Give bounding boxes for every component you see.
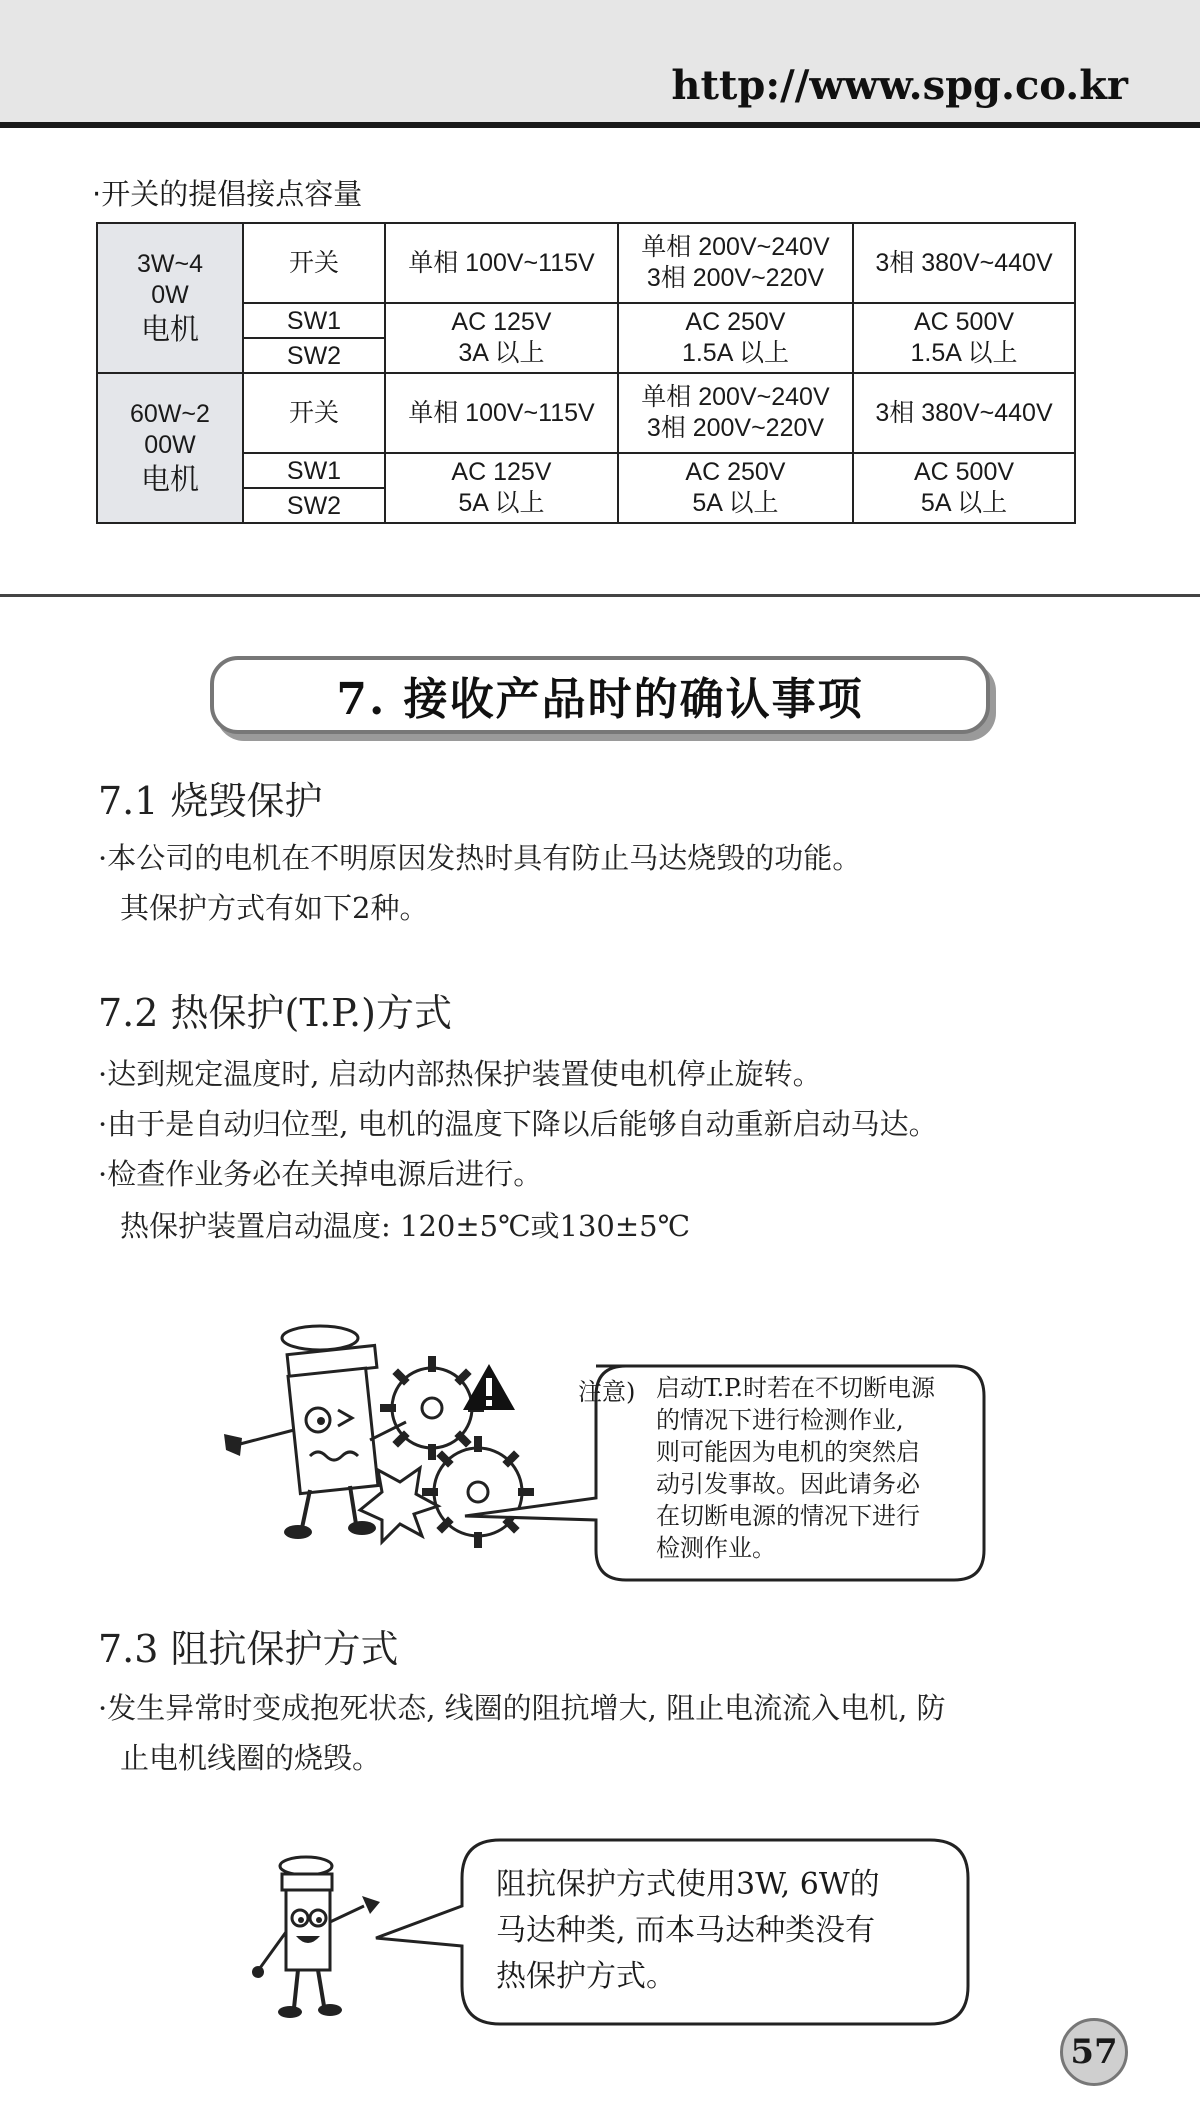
caution-line: 的情况下进行检测作业, bbox=[656, 1406, 904, 1434]
current: 5A 以上 bbox=[920, 489, 1008, 517]
caution-text bbox=[656, 1372, 976, 1564]
col-header: 单相 100V~115V bbox=[385, 223, 618, 303]
note-line: 阻抗保护方式使用3W, 6W的 bbox=[496, 1867, 880, 1902]
rating-cell bbox=[853, 303, 1075, 373]
paragraph-line: ·检查作业务必在关掉电源后进行。 bbox=[98, 1157, 543, 1191]
rating-cell bbox=[853, 453, 1075, 523]
current: 1.5A 以上 bbox=[910, 339, 1018, 367]
col-header-line: 单相 200V~240V bbox=[641, 232, 830, 261]
caution-line: 检测作业。 bbox=[656, 1534, 776, 1562]
voltage: AC 250V bbox=[685, 307, 786, 336]
motor-label: 电机 bbox=[140, 312, 199, 347]
voltage: AC 500V bbox=[913, 457, 1015, 486]
motor-power: 3W~40W bbox=[136, 249, 203, 309]
caution-line: 则可能因为电机的突然启 bbox=[656, 1438, 920, 1466]
voltage: AC 250V bbox=[685, 457, 786, 486]
contact-capacity-table bbox=[96, 222, 1076, 524]
caution-line: 启动T.P.时若在不切断电源 bbox=[656, 1374, 936, 1402]
caution-line: 动引发事故。因此请务必 bbox=[656, 1470, 920, 1498]
page-number: 57 bbox=[1060, 2018, 1128, 2086]
rating-cell bbox=[618, 303, 853, 373]
motor-label: 电机 bbox=[140, 462, 199, 497]
voltage: AC 125V bbox=[451, 457, 552, 486]
chapter-title: 7. 接收产品时的确认事项 bbox=[336, 674, 864, 725]
note-line: 热保护方式。 bbox=[496, 1959, 676, 1994]
rating-cell bbox=[385, 453, 618, 523]
switch-header: 开关 bbox=[243, 223, 385, 303]
note-bubble bbox=[460, 1836, 972, 2024]
motor-cell bbox=[97, 223, 243, 373]
note-line: 马达种类, 而本马达种类没有 bbox=[496, 1913, 876, 1948]
paragraph-line: ·由于是自动归位型, 电机的温度下降以后能够自动重新启动马达。 bbox=[98, 1107, 938, 1141]
paragraph-line: ·发生异常时变成抱死状态, 线圈的阻抗增大, 阻止电流流入电机, 防 bbox=[98, 1691, 946, 1725]
note-text bbox=[496, 1862, 946, 2000]
motor-cell bbox=[97, 373, 243, 523]
motor-power: 60W~200W bbox=[130, 399, 210, 459]
rating-cell bbox=[385, 303, 618, 373]
paragraph-line: 止电机线圈的烧毁。 bbox=[120, 1741, 382, 1775]
table-row bbox=[97, 303, 1075, 338]
table-header-row bbox=[97, 223, 1075, 303]
col-header: 3相 380V~440V bbox=[853, 223, 1075, 303]
caution-bubble bbox=[556, 1362, 984, 1580]
section-divider bbox=[0, 594, 1200, 597]
section-heading-7-2: 7.2 热保护(T.P.)方式 bbox=[98, 991, 452, 1035]
table-title: ·开关的提倡接点容量 bbox=[92, 177, 363, 211]
voltage: AC 500V bbox=[913, 307, 1015, 336]
site-url: http://www.spg.co.kr bbox=[671, 62, 1128, 109]
paragraph-line: 其保护方式有如下2种。 bbox=[120, 891, 429, 925]
current: 5A 以上 bbox=[692, 489, 779, 517]
sw-label: SW2 bbox=[243, 338, 385, 373]
current: 5A 以上 bbox=[458, 489, 545, 517]
paragraph-line: ·本公司的电机在不明原因发热时具有防止马达烧毁的功能。 bbox=[98, 841, 862, 875]
paragraph-line: 热保护装置启动温度: 120±5℃或130±5℃ bbox=[120, 1209, 691, 1243]
section-heading-7-1: 7.1 烧毁保护 bbox=[98, 779, 323, 823]
col-header-line: 3相 200V~220V bbox=[646, 264, 825, 292]
table-header-row bbox=[97, 373, 1075, 453]
col-header bbox=[618, 373, 853, 453]
voltage: AC 125V bbox=[451, 307, 552, 336]
rating-cell bbox=[618, 453, 853, 523]
col-header bbox=[618, 223, 853, 303]
section-heading-7-3: 7.3 阻抗保护方式 bbox=[98, 1627, 399, 1671]
current: 1.5A 以上 bbox=[681, 339, 789, 367]
sw-label: SW2 bbox=[243, 488, 385, 523]
caution-label: 注意) bbox=[578, 1378, 636, 1406]
caution-line: 在切断电源的情况下进行 bbox=[656, 1502, 920, 1530]
col-header: 3相 380V~440V bbox=[853, 373, 1075, 453]
col-header-line: 3相 200V~220V bbox=[646, 414, 825, 442]
switch-header: 开关 bbox=[243, 373, 385, 453]
header-rule bbox=[0, 122, 1200, 128]
paragraph-line: ·达到规定温度时, 启动内部热保护装置使电机停止旋转。 bbox=[98, 1057, 822, 1091]
sw-label: SW1 bbox=[243, 303, 385, 338]
table-row bbox=[97, 453, 1075, 488]
current: 3A 以上 bbox=[458, 339, 545, 367]
warning-icon bbox=[461, 1362, 517, 1412]
sw-label: SW1 bbox=[243, 453, 385, 488]
chapter-title-box bbox=[210, 656, 990, 734]
col-header: 单相 100V~115V bbox=[385, 373, 618, 453]
col-header-line: 单相 200V~240V bbox=[641, 382, 830, 411]
